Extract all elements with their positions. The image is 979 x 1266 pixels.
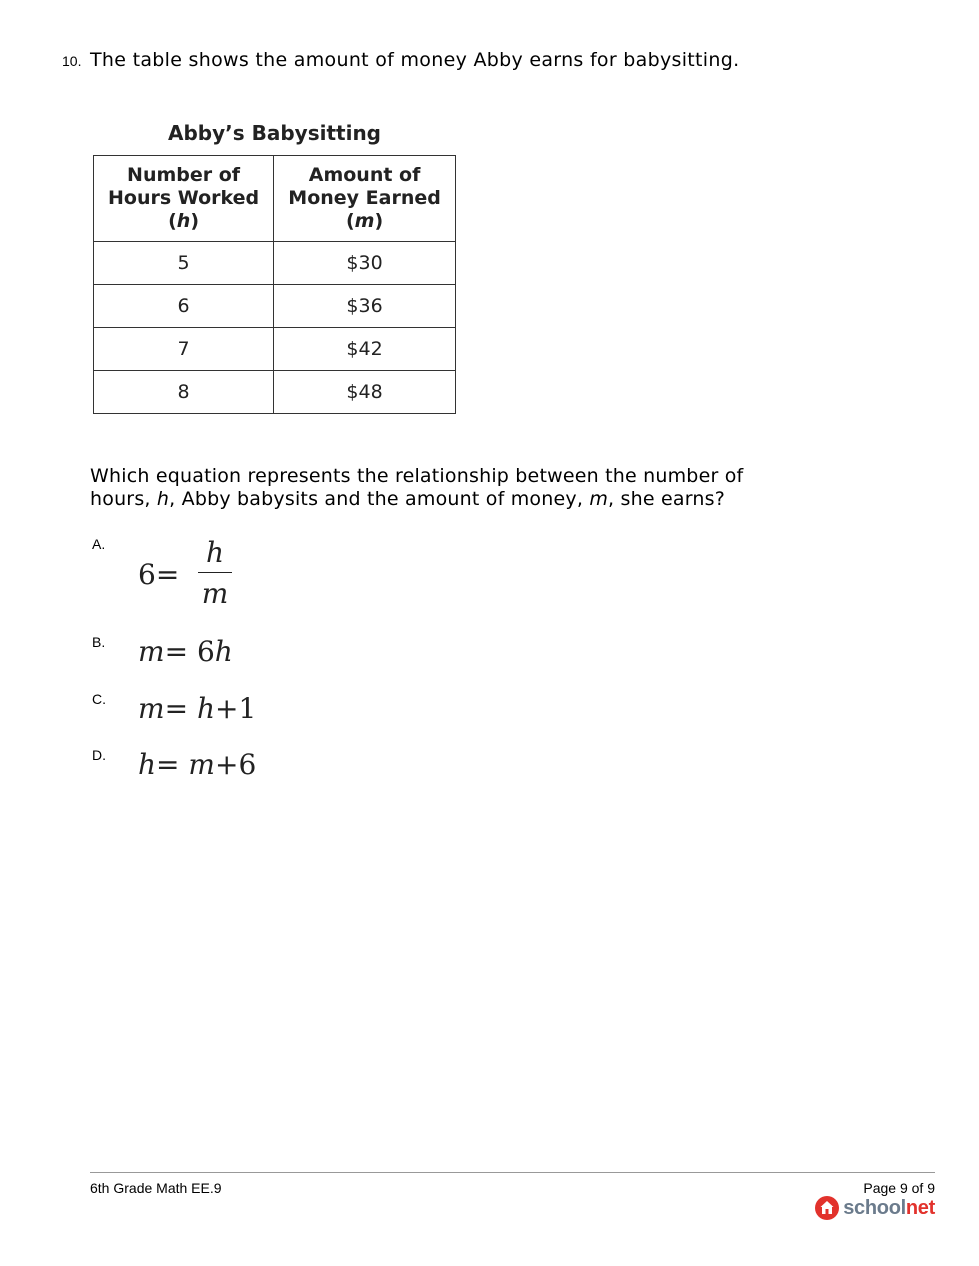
option-a-letter[interactable]: A. [92, 536, 106, 552]
cell-money: $42 [274, 328, 456, 371]
option-a-denominator: m [201, 577, 229, 610]
option-a-numerator: h [205, 536, 225, 569]
option-c-constant: 1 [238, 692, 257, 725]
logo-text-net: net [905, 1196, 935, 1219]
option-a-lhs: 6 [138, 558, 156, 591]
header-hours-line2: Hours Worked [108, 187, 260, 209]
cell-money: $30 [274, 242, 456, 285]
footer-page-number: Page 9 of 9 [863, 1180, 935, 1196]
option-c-var: h [196, 692, 215, 725]
table-row [94, 328, 456, 371]
footer-title: 6th Grade Math EE.9 [90, 1180, 222, 1196]
footer-divider [90, 1172, 935, 1173]
schoolnet-logo [815, 1196, 935, 1220]
prompt-var-m: m [589, 488, 609, 510]
header-hours: Number of Hours Worked (h) [94, 156, 274, 242]
table-header-row [94, 156, 456, 242]
prompt-var-h: h [156, 488, 170, 510]
option-d-lhs: h [138, 748, 157, 781]
option-c-lhs: m [138, 692, 165, 725]
logo-text [843, 1197, 935, 1220]
option-a-equals: = [155, 558, 180, 591]
option-b-letter[interactable]: B. [92, 634, 106, 650]
option-b-equals: = [164, 635, 189, 668]
option-d-plus: + [214, 748, 239, 781]
option-c-equation[interactable] [138, 692, 256, 725]
option-c-letter[interactable]: C. [92, 691, 106, 707]
option-b-coefficient: 6 [196, 635, 215, 668]
babysitting-table [93, 155, 456, 414]
table-title: Abby’s Babysitting [168, 121, 381, 145]
logo-text-school: school [843, 1196, 906, 1219]
question-prompt [90, 465, 810, 511]
option-b-equation[interactable] [138, 635, 233, 668]
header-money-var: m [354, 210, 375, 232]
option-d-constant: 6 [238, 748, 257, 781]
header-hours-line1: Number of [127, 164, 241, 186]
option-d-letter[interactable]: D. [92, 747, 106, 763]
cell-money: $36 [274, 285, 456, 328]
prompt-part1: Which equation represents the relationship between the number of hours, [90, 465, 744, 510]
header-money-line2: Money Earned [288, 187, 441, 209]
house-icon [815, 1196, 839, 1220]
header-money-line1: Amount of [308, 164, 421, 186]
question-text: The table shows the amount of money Abby earns for babysitting. [90, 49, 740, 71]
option-c-equals: = [164, 692, 189, 725]
prompt-part2: , Abby babysits and the amount of money, [169, 488, 590, 510]
table-row [94, 285, 456, 328]
option-b-var: h [214, 635, 233, 668]
option-c-plus: + [214, 692, 239, 725]
cell-hours: 6 [94, 285, 274, 328]
option-b-lhs: m [138, 635, 165, 668]
header-hours-var: h [176, 210, 191, 232]
prompt-part3: , she earns? [608, 488, 726, 510]
table-row [94, 242, 456, 285]
table-row [94, 371, 456, 414]
cell-money: $48 [274, 371, 456, 414]
option-a-fraction [198, 538, 232, 609]
cell-hours: 5 [94, 242, 274, 285]
question-number: 10. [62, 53, 82, 69]
option-a-equation[interactable] [138, 558, 179, 591]
header-money: Amount of Money Earned (m) [274, 156, 456, 242]
cell-hours: 7 [94, 328, 274, 371]
option-d-equals: = [156, 748, 180, 781]
cell-hours: 8 [94, 371, 274, 414]
option-d-var: m [188, 748, 215, 781]
fraction-bar [198, 572, 232, 573]
option-d-equation[interactable] [138, 748, 256, 781]
